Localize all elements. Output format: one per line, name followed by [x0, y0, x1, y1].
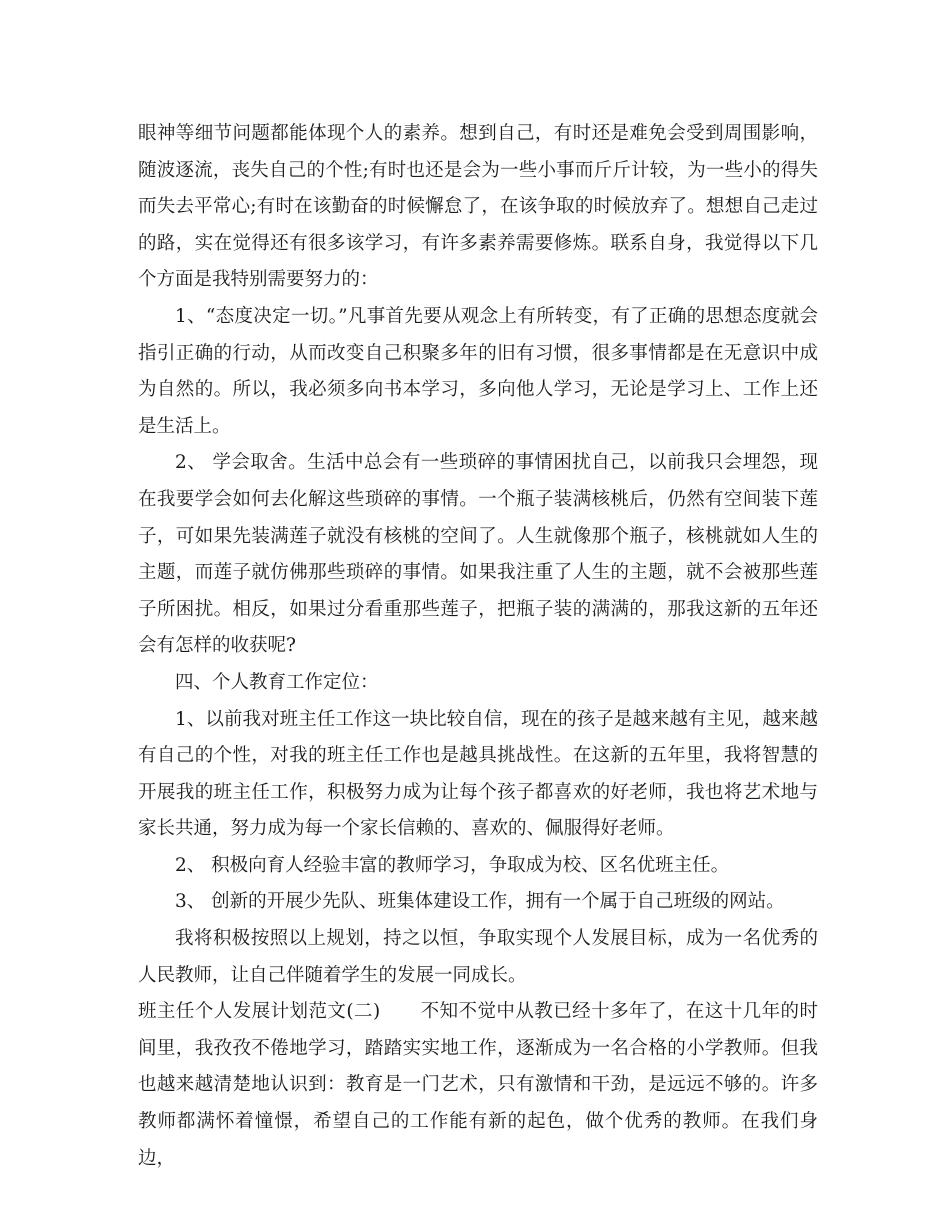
- paragraph-sample-two: [138, 994, 818, 1177]
- paragraph-intro: 眼神等细节问题都能体现个人的素养。想到自己，有时还是难免会受到周围影响，随波逐流，丧失自己的个性;有时也还是会为一些小事而斤斤计较，为一些小的得失而失去平常心;有时在该勤奋的时候懈怠了，在该争取的时候放弃了。想想自己走过的路，实在觉得还有很多该学习，有许多素养需要修炼。联系自身，我觉得以下几个方面是我特别需要努力的：: [138, 123, 818, 291]
- paragraph-conclusion: 我将积极按照以上规划，持之以恒，争取实现个人发展目标，成为一名优秀的人民教师，让自己伴随着学生的发展一同成长。: [138, 928, 818, 986]
- sample-two-body: 不知不觉中从教已经十多年了，在这十几年的时间里，我孜孜不倦地学习，踏踏实实地工作，逐渐成为一名合格的小学教师。但我也越来越清楚地认识到：教育是一门艺术，只有激情和干劲，是远远不够的。许多教师都满怀着憧憬，希望自己的工作能有新的起色，做个优秀的教师。在我们身边，: [138, 1001, 818, 1169]
- section-heading-positioning: 四、个人教育工作定位：: [175, 671, 379, 693]
- document-body: [138, 116, 818, 1177]
- sample-two-heading: 班主任个人发展计划范文(二): [138, 1001, 381, 1023]
- paragraph-item-tradeoff: 2、 学会取舍。生活中总会有一些琐碎的事情困扰自己，以前我只会埋怨，现在我要学会如何去化解这些琐碎的事情。一个瓶子装满核桃后，仍然有空间装下莲子，可如果先装满莲子就没有核桃的空间了。人生就像那个瓶子，核桃就如人生的主题，而莲子就仿佛那些琐碎的事情。如果我注重了人生的主题，就不会被那些莲子所困扰。相反，如果过分看重那些莲子，把瓶子装的满满的，那我这新的五年还会有怎样的收获呢?: [138, 452, 818, 657]
- paragraph-item-class-teacher: 1、以前我对班主任工作这一块比较自信，现在的孩子是越来越有主见，越来越有自己的个性，对我的班主任工作也是越具挑战性。在这新的五年里，我将智慧的开展我的班主任工作，积极努力成为让每个孩子都喜欢的好老师，我也将艺术地与家长共通，努力成为每一个家长信赖的、喜欢的、佩服得好老师。: [138, 708, 818, 840]
- paragraph-item-innovate: 3、 创新的开展少先队、班集体建设工作，拥有一个属于自己班级的网站。: [175, 891, 785, 913]
- paragraph-item-learn: 2、 积极向育人经验丰富的教师学习，争取成为校、区名优班主任。: [175, 854, 730, 876]
- paragraph-item-attitude: 1、“态度决定一切。”凡事首先要从观念上有所转变，有了正确的思想态度就会指引正确的行动，从而改变自己积聚多年的旧有习惯，很多事情都是在无意识中成为自然的。所以，我必须多向书本学习，多向他人学习，无论是学习上、工作上还是生活上。: [138, 305, 818, 437]
